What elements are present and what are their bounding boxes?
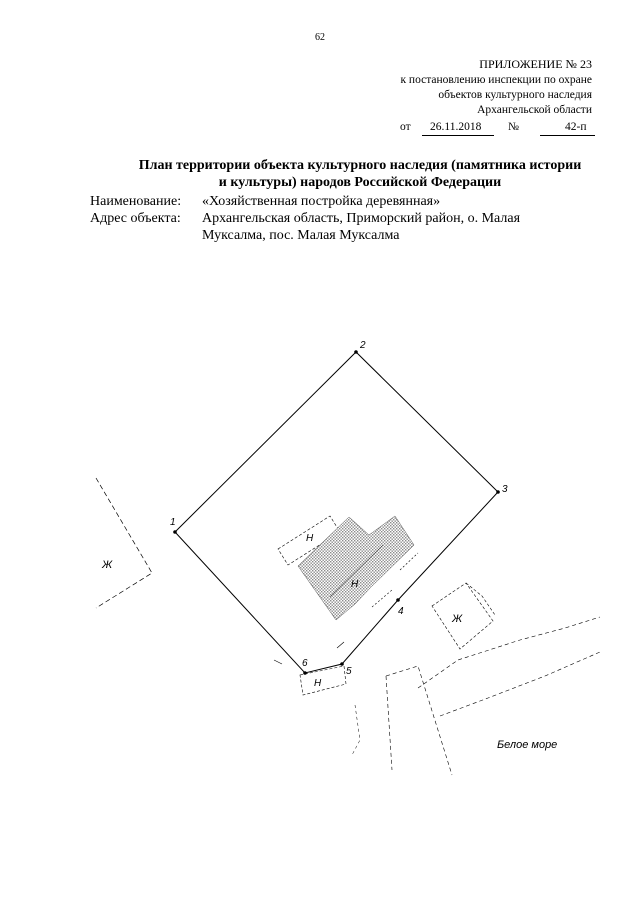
right-residential-annex	[466, 583, 495, 615]
boundary-tick-right	[337, 642, 344, 648]
name-label: Наименование:	[90, 194, 182, 209]
boundary-point-1	[173, 530, 177, 534]
page-number: 62	[315, 32, 325, 43]
appendix-line-1: к постановлению инспекции по охране	[400, 74, 592, 86]
number-sign: №	[508, 121, 519, 133]
title-line-1: План территории объекта культурного наследия (памятника истории	[138, 158, 582, 173]
title-line-2: и культуры) народов Российской Федерации	[218, 175, 502, 190]
address-line-1: Архангельская область, Приморский район, о. Малая	[202, 211, 521, 226]
boundary-point-4	[396, 598, 400, 602]
territory-boundary	[175, 352, 498, 673]
pier-right	[386, 666, 452, 775]
boundary-point-2	[354, 350, 358, 354]
decree-number: 42-п	[565, 121, 587, 133]
address-label: Адрес объекта:	[90, 211, 181, 226]
left-residential-label: Ж	[102, 559, 113, 571]
nonresidential-outline-south	[300, 666, 346, 695]
nonresidential-label-south: Н	[314, 678, 322, 689]
appendix-title: ПРИЛОЖЕНИЕ № 23	[479, 57, 592, 71]
coastline-lower	[440, 652, 600, 716]
boundary-point-3	[496, 490, 500, 494]
point-label-1: 1	[170, 517, 176, 528]
boundary-tick-left	[274, 660, 282, 664]
point-label-4: 4	[398, 606, 404, 617]
decree-date: 26.11.2018	[430, 121, 482, 133]
coastline-upper	[418, 617, 600, 688]
right-residential-label: Ж	[452, 613, 463, 625]
name-value: «Хозяйственная постройка деревянная»	[202, 194, 441, 209]
sea-label: Белое море	[497, 739, 558, 751]
nonresidential-label-north: Н	[306, 533, 314, 544]
left-residential-outline	[96, 478, 152, 608]
protected-object-building	[298, 516, 414, 620]
point-label-3: 3	[502, 484, 508, 495]
point-label-6: 6	[302, 658, 308, 669]
appendix-line-3: Архангельской области	[477, 104, 592, 116]
point-label-5: 5	[346, 666, 352, 677]
pier-left	[386, 676, 392, 770]
object-label: Н	[351, 579, 359, 590]
address-line-2: Муксалма, пос. Малая Муксалма	[202, 228, 400, 243]
date-prefix: от	[400, 121, 411, 133]
point-label-2: 2	[360, 340, 366, 351]
boundary-point-5	[340, 662, 344, 666]
fence-segment-lower	[372, 590, 392, 607]
shore-fragment	[352, 705, 360, 755]
appendix-line-2: объектов культурного наследия	[438, 89, 592, 101]
right-residential-outline	[432, 583, 493, 649]
